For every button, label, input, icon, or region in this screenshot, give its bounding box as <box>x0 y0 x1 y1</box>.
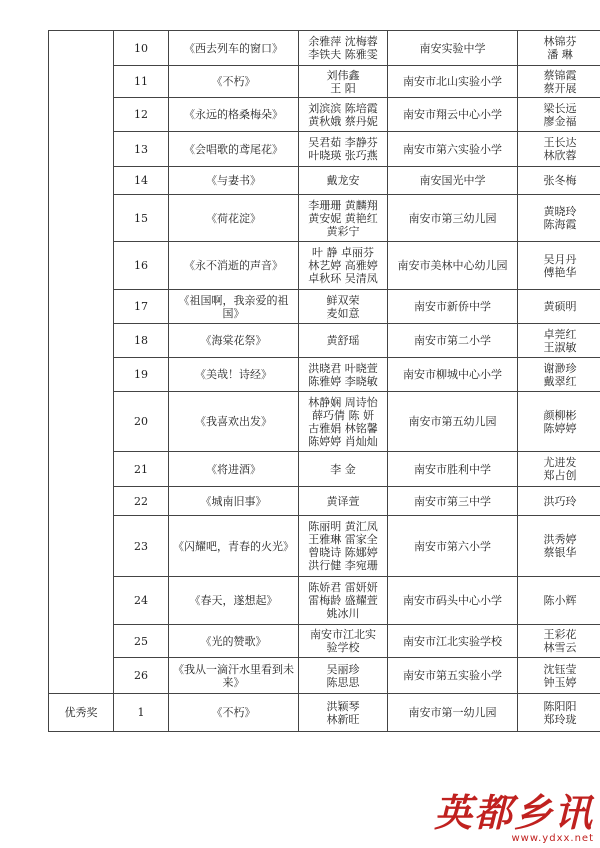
table-row <box>49 658 600 694</box>
entry-teachers-cell-line: 陈阳阳 <box>543 699 577 713</box>
entry-teachers-cell-line: 蔡锦霞 <box>543 68 577 82</box>
entry-teachers-cell-line: 郑占创 <box>543 469 577 482</box>
entry-teachers-cell <box>518 625 600 658</box>
entry-number-cell: 19 <box>114 358 169 392</box>
entry-authors-cell <box>299 167 388 195</box>
entry-authors-cell-line: 雷梅龄 盛耀萱 <box>308 594 378 607</box>
awards-table <box>48 30 600 732</box>
entry-authors-cell <box>299 98 388 132</box>
entry-school-cell: 南安市新侨中学 <box>388 290 518 324</box>
entry-authors-cell-line: 陈思思 <box>326 675 360 689</box>
entry-authors-cell-line: 麦如意 <box>326 306 360 320</box>
entry-authors-cell-line: 黄彩宁 <box>326 224 360 238</box>
entry-teachers-cell-line: 廖金福 <box>543 114 577 128</box>
table-row <box>49 487 600 516</box>
table-row <box>49 452 600 487</box>
entry-number-cell: 11 <box>114 66 169 98</box>
entry-teachers-cell-line: 王淑敏 <box>543 340 577 354</box>
entry-teachers-cell-line: 洪秀婷 <box>543 533 577 546</box>
entry-school-cell: 南安市第六实验小学 <box>388 132 518 167</box>
entry-authors-cell-line: 叶晓瑛 张巧燕 <box>308 149 378 162</box>
entry-school-cell: 南安市江北实验学校 <box>388 625 518 658</box>
entry-teachers-cell-line: 陈海霞 <box>543 218 577 231</box>
entry-authors-cell-line: 吴丽珍 <box>326 662 360 676</box>
entry-school-cell: 南安市北山实验小学 <box>388 66 518 98</box>
entry-authors-cell-line: 陈婷婷 肖灿灿 <box>308 434 378 448</box>
entry-number-cell: 18 <box>114 324 169 358</box>
entry-teachers-cell-line: 梁长远 <box>543 101 577 115</box>
entry-school-cell: 南安市第六小学 <box>388 516 518 577</box>
entry-authors-cell-line: 洪晓君 叶晓萱 <box>308 361 378 375</box>
entry-school-cell: 南安实验中学 <box>388 31 518 66</box>
table-row <box>49 98 600 132</box>
entry-title-cell: 《我喜欢出发》 <box>169 392 299 452</box>
entry-authors-cell <box>299 452 388 487</box>
table-row <box>49 167 600 195</box>
entry-teachers-cell <box>518 516 600 577</box>
entry-number-cell: 14 <box>114 167 169 195</box>
entry-authors-cell <box>299 324 388 358</box>
entry-school-cell: 南安市胜利中学 <box>388 452 518 487</box>
table-row <box>49 290 600 324</box>
entry-teachers-cell <box>518 290 600 324</box>
entry-teachers-cell <box>518 658 600 694</box>
entry-authors-cell <box>299 358 388 392</box>
entry-authors-cell <box>299 195 388 242</box>
entry-number-cell: 24 <box>114 577 169 625</box>
entry-authors-cell-line: 陈丽明 黄汇凤 <box>308 520 378 533</box>
entry-authors-cell-line: 李 金 <box>330 462 356 476</box>
entry-title-cell: 《春天，遂想起》 <box>169 577 299 625</box>
entry-teachers-cell <box>518 324 600 358</box>
entry-teachers-cell <box>518 694 600 732</box>
entry-number-cell: 23 <box>114 516 169 577</box>
entry-authors-cell-line: 黄译萱 <box>326 494 360 508</box>
entry-title-cell: 《西去列车的窗口》 <box>169 31 299 66</box>
entry-authors-cell <box>299 290 388 324</box>
entry-school-cell: 南安市第二小学 <box>388 324 518 358</box>
entry-authors-cell-line: 李铁夫 陈雅雯 <box>308 48 378 61</box>
entry-teachers-cell-line: 尤进发 <box>543 456 577 469</box>
entry-authors-cell <box>299 625 388 658</box>
entry-authors-cell-line: 验学校 <box>326 641 360 654</box>
entry-authors-cell-line: 吴君茹 李静芬 <box>308 136 378 149</box>
entry-authors-cell-line: 戴龙安 <box>326 174 360 187</box>
entry-authors-cell-line: 林静娴 周诗怡 <box>308 395 378 409</box>
entry-authors-cell-line: 余雅萍 沈梅蓉 <box>308 35 378 48</box>
entry-teachers-cell <box>518 31 600 66</box>
entry-school-cell: 南安国光中学 <box>388 167 518 195</box>
entry-teachers-cell <box>518 392 600 452</box>
entry-number-cell: 15 <box>114 195 169 242</box>
entry-title-cell: 《与妻书》 <box>169 167 299 195</box>
entry-title-cell: 《不朽》 <box>169 66 299 98</box>
entry-teachers-cell-line: 郑玲珑 <box>543 712 577 726</box>
entry-authors-cell-line: 鲜双荣 <box>326 293 360 307</box>
entry-number-cell: 12 <box>114 98 169 132</box>
entry-teachers-cell-line: 林雪云 <box>543 641 577 654</box>
entry-authors-cell-line: 古雅娟 林铭馨 <box>308 421 378 435</box>
entry-title-cell: 《闪耀吧，青春的火光》 <box>169 516 299 577</box>
entry-authors-cell-line: 曾晓诗 陈娜婷 <box>308 546 378 559</box>
entry-teachers-cell <box>518 487 600 516</box>
entry-authors-cell-line: 林艺婷 高雅婷 <box>308 259 378 272</box>
entry-teachers-cell-line: 吴月丹 <box>543 252 577 266</box>
table-row <box>49 324 600 358</box>
entry-teachers-cell-line: 陈婷婷 <box>543 421 577 435</box>
entry-teachers-cell-line: 洪巧玲 <box>543 494 577 508</box>
entry-teachers-cell-line: 林锦芬 <box>543 35 577 48</box>
entry-teachers-cell-line: 傅艳华 <box>543 265 577 279</box>
entry-title-cell: 《祖国啊，我亲爱的祖国》 <box>169 290 299 324</box>
entry-teachers-cell-line: 潘 琳 <box>547 48 573 61</box>
table-row <box>49 242 600 290</box>
table-row <box>49 516 600 577</box>
entry-teachers-cell <box>518 358 600 392</box>
entry-authors-cell-line: 刘滨滨 陈培霞 <box>308 101 378 115</box>
entry-teachers-cell-line: 王长达 <box>543 136 577 149</box>
entry-authors-cell-line: 王 阳 <box>330 81 356 95</box>
entry-title-cell: 《将进酒》 <box>169 452 299 487</box>
entry-school-cell: 南安市第一幼儿园 <box>388 694 518 732</box>
entry-authors-cell-line: 卓秋环 吴清凤 <box>308 272 378 285</box>
entry-school-cell: 南安市美林中心幼儿园 <box>388 242 518 290</box>
entry-teachers-cell <box>518 195 600 242</box>
entry-number-cell: 25 <box>114 625 169 658</box>
entry-teachers-cell <box>518 132 600 167</box>
entry-title-cell: 《美哉！诗经》 <box>169 358 299 392</box>
entry-authors-cell <box>299 242 388 290</box>
entry-authors-cell-line: 黄秋娥 蔡丹妮 <box>308 114 378 128</box>
entry-authors-cell-line: 林新旺 <box>326 712 360 726</box>
entry-authors-cell-line: 薛巧倩 陈 妍 <box>312 408 374 422</box>
table-row <box>49 625 600 658</box>
table-row <box>49 31 600 66</box>
awards-table-body <box>49 31 600 732</box>
entry-authors-cell-line: 刘伟鑫 <box>326 68 360 82</box>
entry-school-cell: 南安市第三中学 <box>388 487 518 516</box>
table-row <box>49 66 600 98</box>
entry-teachers-cell <box>518 66 600 98</box>
entry-title-cell: 《不朽》 <box>169 694 299 732</box>
table-row <box>49 358 600 392</box>
entry-teachers-cell-line: 蔡开展 <box>543 81 577 95</box>
entry-authors-cell-line: 李珊珊 黄麟翔 <box>308 198 378 212</box>
entry-teachers-cell-line: 林欣蓉 <box>543 149 577 162</box>
entry-number-cell: 16 <box>114 242 169 290</box>
entry-number-cell: 10 <box>114 31 169 66</box>
entry-number-cell: 17 <box>114 290 169 324</box>
entry-authors-cell <box>299 31 388 66</box>
entry-school-cell: 南安市第五幼儿园 <box>388 392 518 452</box>
entry-teachers-cell-line: 沈钰莹 <box>543 662 577 676</box>
entry-authors-cell-line: 姚冰川 <box>326 607 360 620</box>
entry-title-cell: 《荷花淀》 <box>169 195 299 242</box>
entry-title-cell: 《城南旧事》 <box>169 487 299 516</box>
entry-teachers-cell <box>518 167 600 195</box>
entry-authors-cell-line: 陈娇君 雷妍妍 <box>308 581 378 594</box>
entry-teachers-cell-line: 蔡银华 <box>543 546 577 559</box>
entry-school-cell: 南安市柳城中心小学 <box>388 358 518 392</box>
entry-teachers-cell-line: 王彩花 <box>543 628 577 641</box>
entry-title-cell: 《海棠花祭》 <box>169 324 299 358</box>
entry-authors-cell <box>299 694 388 732</box>
entry-number-cell: 1 <box>114 694 169 732</box>
entry-teachers-cell-line: 陈小辉 <box>543 594 577 607</box>
entry-number-cell: 20 <box>114 392 169 452</box>
watermark-url: www.ydxx.net <box>511 833 594 844</box>
entry-teachers-cell-line: 张冬梅 <box>543 174 577 187</box>
entry-authors-cell-line: 叶 静 卓丽芬 <box>312 246 374 259</box>
entry-teachers-cell <box>518 98 600 132</box>
entry-teachers-cell-line: 卓莞红 <box>543 327 577 341</box>
entry-authors-cell <box>299 516 388 577</box>
entry-school-cell: 南安市第三幼儿园 <box>388 195 518 242</box>
entry-authors-cell-line: 黄舒瑶 <box>326 334 360 347</box>
entry-authors-cell <box>299 132 388 167</box>
entry-number-cell: 26 <box>114 658 169 694</box>
entry-teachers-cell-line: 颜柳彬 <box>543 408 577 422</box>
entry-teachers-cell-line: 戴翠红 <box>543 374 577 388</box>
award-category-cell: 优秀奖 <box>49 694 114 732</box>
entry-school-cell: 南安市码头中心小学 <box>388 577 518 625</box>
entry-teachers-cell <box>518 452 600 487</box>
entry-authors-cell <box>299 658 388 694</box>
entry-authors-cell <box>299 66 388 98</box>
watermark-logo: 英都乡讯 <box>433 790 594 835</box>
entry-authors-cell <box>299 392 388 452</box>
entry-teachers-cell-line: 黄硕明 <box>543 300 577 313</box>
entry-authors-cell-line: 陈雅婷 李晓敏 <box>308 374 378 388</box>
entry-number-cell: 21 <box>114 452 169 487</box>
table-row <box>49 392 600 452</box>
entry-authors-cell-line: 南安市江北实 <box>310 628 376 641</box>
entry-title-cell: 《永远的格桑梅朵》 <box>169 98 299 132</box>
entry-teachers-cell-line: 谢渺珍 <box>543 361 577 375</box>
entry-title-cell: 《我从一滴汗水里看到未来》 <box>169 658 299 694</box>
entry-authors-cell-line: 洪行健 李宛珊 <box>308 559 378 572</box>
entry-teachers-cell-line: 钟玉婷 <box>543 675 577 689</box>
award-category-cell <box>49 31 114 694</box>
entry-authors-cell <box>299 487 388 516</box>
entry-authors-cell-line: 洪颖琴 <box>326 699 360 713</box>
entry-title-cell: 《会唱歌的鸢尾花》 <box>169 132 299 167</box>
table-row <box>49 577 600 625</box>
entry-authors-cell <box>299 577 388 625</box>
entry-teachers-cell-line: 黄晓玲 <box>543 205 577 218</box>
table-row <box>49 195 600 242</box>
entry-teachers-cell <box>518 577 600 625</box>
table-row <box>49 132 600 167</box>
entry-school-cell: 南安市翔云中心小学 <box>388 98 518 132</box>
entry-authors-cell-line: 王雅琳 雷家全 <box>308 533 378 546</box>
watermark <box>433 790 594 844</box>
entry-teachers-cell <box>518 242 600 290</box>
entry-number-cell: 22 <box>114 487 169 516</box>
table-row <box>49 694 600 732</box>
entry-authors-cell-line: 黄安妮 黄艳红 <box>308 211 378 225</box>
entry-title-cell: 《永不消逝的声音》 <box>169 242 299 290</box>
entry-school-cell: 南安市第五实验小学 <box>388 658 518 694</box>
entry-number-cell: 13 <box>114 132 169 167</box>
entry-title-cell: 《光的赞歌》 <box>169 625 299 658</box>
